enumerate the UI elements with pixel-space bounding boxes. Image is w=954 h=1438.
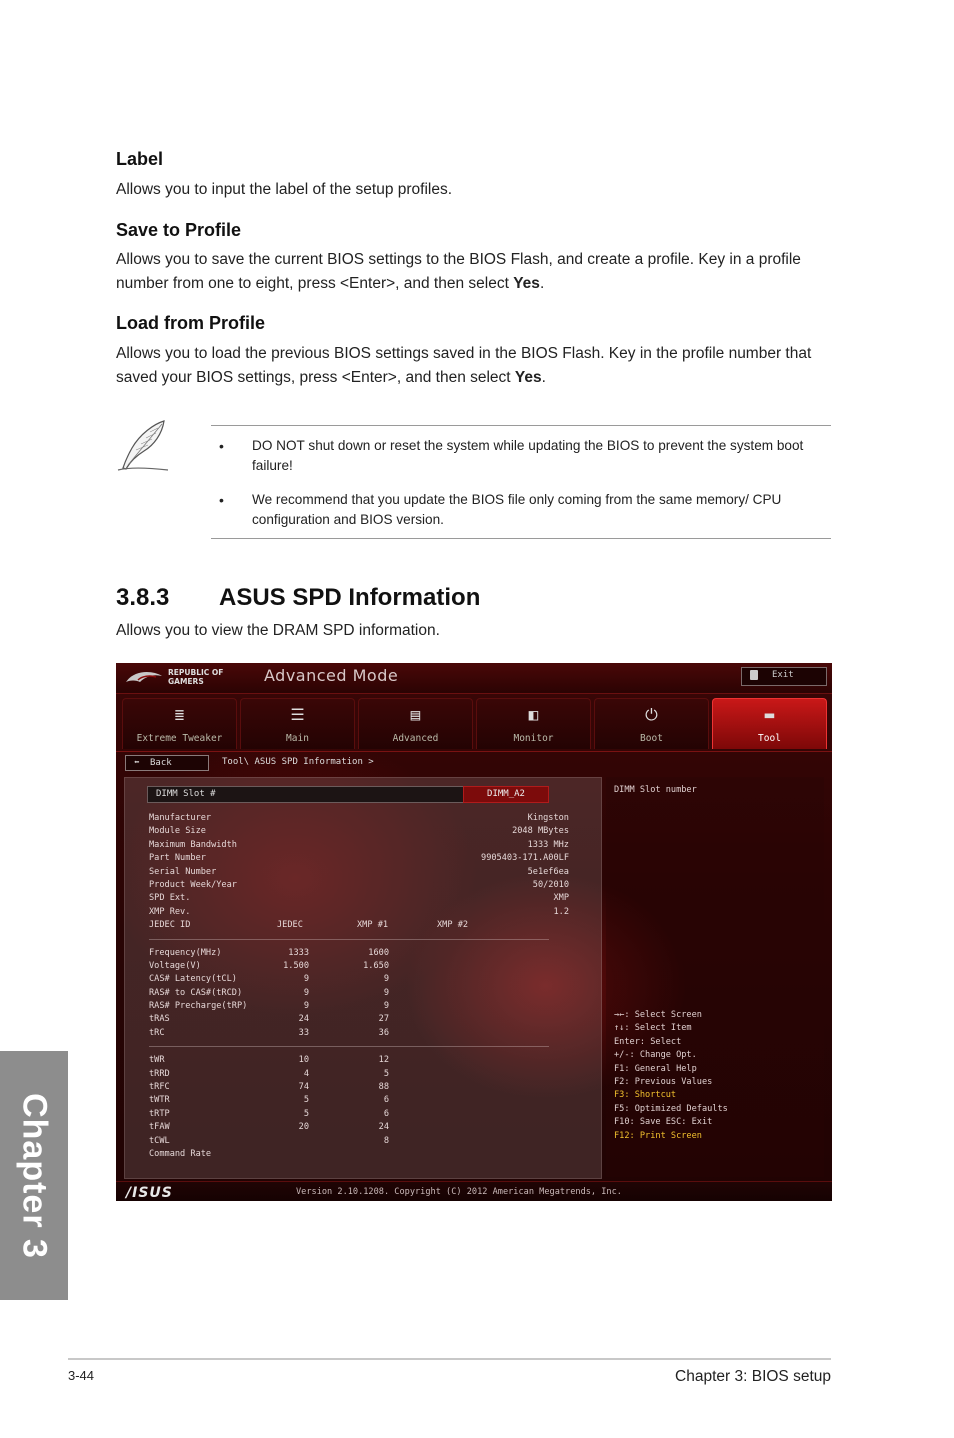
monitor-icon: ◧ (528, 705, 539, 724)
breadcrumb: Tool\ ASUS SPD Information > (222, 757, 374, 767)
spd-info-panel (124, 777, 602, 1179)
bios-mode-title: Advanced Mode (264, 666, 399, 685)
chapter-tab: Chapter 3 (0, 1051, 68, 1300)
key-help-item: ↑↓: Select Item (614, 1023, 692, 1034)
section-body-load-from-profile: Allows you to load the previous BIOS settings saved in the BIOS Flash. Key in the profile number that saved your BIOS settings, press <Enter>, and then select Yes. (116, 345, 812, 386)
heading-description: Allows you to view the DRAM SPD information. (116, 622, 440, 639)
key-help-item: +/-: Change Opt. (614, 1050, 697, 1061)
note-bullet: • (219, 492, 224, 508)
key-help-item: F1: General Help (614, 1063, 697, 1074)
key-help-item: F5: Optimized Defaults (614, 1103, 728, 1114)
rog-eye-icon (124, 668, 164, 688)
key-help-list (614, 1009, 819, 1143)
key-help-item: F12: Print Screen (614, 1130, 702, 1141)
heading-number: 3.8.3 (116, 584, 170, 611)
section-title-load-from-profile: Load from Profile (116, 313, 266, 333)
tab-monitor[interactable]: ◧ Monitor (476, 698, 591, 749)
section-title-save-to-profile: Save to Profile (116, 220, 242, 240)
key-help-item: →←: Select Screen (614, 1010, 702, 1020)
timing-row: RAS# to CAS#(tRCD) 9 9 (149, 987, 389, 998)
info-row: XMP Rev. 1.2 (149, 906, 569, 917)
help-panel (606, 777, 824, 1177)
note-item (219, 436, 819, 476)
timing-row: Voltage(V) 1.500 1.650 (149, 960, 389, 971)
toolbox-icon: ▬ (764, 705, 775, 724)
key-help-item: Enter: Select (614, 1036, 682, 1047)
bios-screenshot (116, 663, 832, 1201)
timing-row: CAS# Latency(tCL) 9 9 (149, 974, 389, 985)
key-help-item: F10: Save ESC: Exit (614, 1117, 713, 1128)
note-item-text: DO NOT shut down or reset the system while updating the BIOS to prevent the system boot failure! (252, 438, 804, 473)
footer-rule (68, 1358, 831, 1360)
tab-extreme-tweaker[interactable]: ≣ Extreme Tweaker (122, 698, 237, 749)
key-help-item: F3: Shortcut (614, 1090, 677, 1101)
info-row: SPD Ext. XMP (149, 893, 569, 904)
note-item-text: We recommend that you update the BIOS file only coming from the same memory/ CPU configuration and BIOS version. (252, 492, 782, 527)
info-row: Serial Number 5e1ef6ea (149, 866, 569, 877)
spd-rows (149, 812, 569, 1161)
timing-row: tRTP 5 6 (149, 1108, 389, 1119)
timing-row: tWTR 5 6 (149, 1095, 389, 1106)
divider (149, 939, 549, 940)
note-top-rule (211, 425, 831, 426)
timing-row: tRRD 4 5 (149, 1068, 389, 1079)
info-row: Module Size 2048 MBytes (149, 826, 569, 837)
bios-top-bar (116, 663, 832, 694)
back-arrow-icon: ⬅ (134, 758, 140, 768)
back-button[interactable]: ⬅ Back (125, 755, 209, 771)
section-body-save-to-profile: Allows you to save the current BIOS settings to the BIOS Flash, and create a profile. Key in a profile number from one to eight, press <Enter>, and then select Yes. (116, 251, 801, 292)
page-number: 3-44 (68, 1368, 95, 1383)
bios-version: Version 2.10.1208. Copyright (C) 2012 American Megatrends, Inc. (296, 1187, 622, 1197)
help-description: DIMM Slot number (614, 785, 697, 795)
section-body-label: Allows you to input the label of the setup profiles. (116, 181, 453, 198)
bios-bottom-bar (116, 1181, 832, 1201)
timing-row: tRC 33 36 (149, 1027, 389, 1038)
tab-boot[interactable]: ⏻ Boot (594, 698, 709, 749)
divider (149, 1046, 549, 1047)
pen-note-icon (114, 418, 172, 474)
tweaker-icon: ≣ (174, 705, 185, 724)
jedec-header-row: JEDEC ID JEDEC XMP #1 XMP #2 (149, 920, 469, 931)
timing-row: tFAW 20 24 (149, 1122, 389, 1133)
tab-tool[interactable]: ▬ Tool (712, 698, 827, 749)
timing-row: tRFC 74 88 (149, 1082, 389, 1093)
note-item (219, 490, 819, 530)
note-bullet: • (219, 438, 224, 454)
bios-exit-button[interactable]: Exit (741, 667, 827, 686)
info-row: Part Number 9905403-171.A00LF (149, 853, 569, 864)
timing-row: tWR 10 12 (149, 1055, 389, 1066)
section-title-label: Label (116, 149, 164, 169)
timing-row: RAS# Precharge(tRP) 9 9 (149, 1001, 389, 1012)
bios-nav-row (116, 751, 832, 774)
timing-row: Command Rate (149, 1148, 212, 1159)
tab-advanced[interactable]: ▤ Advanced (358, 698, 473, 749)
tab-main[interactable]: ☰ Main (240, 698, 355, 749)
rog-brand: REPUBLIC OF GAMERS (168, 668, 224, 686)
exit-icon (750, 670, 758, 680)
info-row: Product Week/Year 50/2010 (149, 879, 569, 890)
timing-row: Frequency(MHz) 1333 1600 (149, 947, 389, 958)
timing-row: tCWL 8 (149, 1135, 389, 1146)
power-icon: ⏻ (645, 705, 658, 724)
dimm-slot-value[interactable]: DIMM_A2 (463, 786, 549, 803)
list-icon: ☰ (290, 705, 305, 724)
info-row: Manufacturer Kingston (149, 813, 569, 823)
asus-logo: /ISUS (126, 1185, 173, 1201)
advanced-icon: ▤ (410, 705, 421, 724)
note-bottom-rule (211, 538, 831, 539)
info-row: Maximum Bandwidth 1333 MHz (149, 839, 569, 850)
dimm-slot-selector[interactable]: DIMM Slot # (147, 786, 467, 803)
timing-row: tRAS 24 27 (149, 1014, 389, 1025)
key-help-item: F2: Previous Values (614, 1077, 713, 1088)
footer-chapter-title: Chapter 3: BIOS setup (675, 1368, 831, 1385)
heading-title: ASUS SPD Information (219, 584, 481, 611)
bios-tabs (122, 698, 828, 750)
